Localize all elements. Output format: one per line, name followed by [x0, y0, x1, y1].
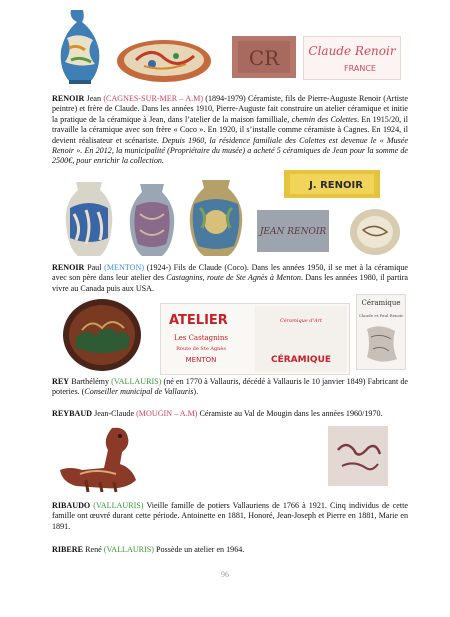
- france-sig-text: FRANCE: [344, 64, 376, 73]
- entry-location: (CAGNES-SUR-MER – A.M): [103, 94, 204, 103]
- entry-name: RENOIR: [52, 94, 85, 103]
- entry-first-name: René: [85, 545, 102, 554]
- entry-first-name: Jean: [86, 94, 102, 103]
- entry-italic-2: Depuis 1960, la résidence familiale des Colettes est devenue le « Musée Renoir ». En 2012, la municipalité (Propriétaire du musée) a acheté 5 céramiques de Jean pour la somme de 2500€, pour enrichir la collection.: [52, 135, 408, 166]
- entry-text: Possède un atelier en 1964.: [156, 545, 245, 554]
- entry-location: (VALLAURIS): [103, 545, 154, 554]
- vase-photo: [55, 8, 105, 86]
- ceramique-sub: Claude et Paul Renoir: [358, 313, 404, 318]
- cr-mark-text: CR: [248, 46, 280, 70]
- entry-renoir-paul: [52, 263, 408, 294]
- ceramique-label: Céramique: [361, 299, 401, 307]
- animal-figurine-photo: [56, 424, 144, 496]
- entry-name: RIBERE: [52, 545, 84, 554]
- jean-renoir-mark-text: JEAN RENOIR: [259, 227, 327, 237]
- claude-renoir-sig-text: Claude Renoir: [308, 44, 396, 58]
- entry-text: Céramiste au Val de Mougin dans les années 1960/1970.: [199, 409, 383, 418]
- entry-name: RENOIR: [52, 263, 85, 272]
- entry-location: (MENTON): [104, 263, 145, 272]
- entry-text: (1894-1979) Céramiste, fils de Pierre-Auguste Renoir (Artiste peintre) et frère de Claude. Dans les années 1910, Pierre-Auguste fait construire un atelier céramique et initie la pratique de la céramique à Jean, dans l’atelier de la maison familliale,: [52, 94, 408, 124]
- entry-italic: Conseiller municipal de Vallauris: [84, 387, 194, 397]
- jar-photo-2: [126, 180, 178, 258]
- entry-location: (VALLAURIS): [93, 501, 144, 510]
- atelier-right-top: Céramique d'Art: [279, 318, 323, 324]
- entry-name: RIBAUDO: [52, 501, 91, 510]
- entry-text-2: . Dans les années 1980, il partira vivre au Canada puis aux USA.: [52, 273, 408, 293]
- plate-photo: [116, 36, 212, 86]
- entry-text-2: ).: [193, 387, 199, 397]
- entry-renoir-jean: [52, 94, 408, 167]
- entry-first-name: Paul: [87, 263, 102, 272]
- entry-first-name: Barthélémy: [71, 377, 110, 386]
- entry-ribaudo: [52, 501, 408, 532]
- entry-location: (MOUGIN – A.M): [136, 409, 198, 418]
- entry-text: (né en 1770 à Vallauris, décédé à Vallauris le 10 janvier 1849) Fabricant de poteries. (: [52, 377, 408, 397]
- plate-mark-photo: [349, 208, 401, 256]
- entry-location: (VALLAURIS): [111, 377, 162, 386]
- j-renoir-text: J. RENOIR: [309, 180, 363, 191]
- atelier-addr: Route de Ste Agnès: [176, 346, 226, 352]
- signature-mark-photo: [328, 426, 388, 486]
- jean-renoir-mark-photo: [257, 210, 329, 252]
- decorated-plate-photo: [62, 298, 142, 372]
- entry-rey: [52, 377, 408, 398]
- entry-text: Vieille famille de potiers Vallauriens de 1766 à 1921. Cinq individus de cette famille ont œuvré durant cette période. Antoinette en 1881, Honoré, Jean-Joseph et Pierre en 1881, Marie en 1891.: [52, 501, 408, 531]
- entry-italic: Castagnins, route de Ste Agnès à Menton: [166, 273, 301, 283]
- entry-name: REY: [52, 377, 70, 386]
- atelier-right-big: CÉRAMIQUE: [270, 355, 332, 365]
- entry-text: (1924-) Fils de Claude (Coco). Dans les années 1950, il se met à la céramique avec son père dans leur atelier des: [52, 263, 409, 283]
- entry-name: REYBAUD: [52, 409, 93, 418]
- ceramique-label-card: [356, 294, 406, 370]
- atelier-card: [160, 303, 350, 375]
- jar-photo-3: [186, 176, 246, 258]
- page-number: 96: [221, 570, 229, 579]
- jar-photo-1: [62, 178, 116, 258]
- atelier-name: Les Castagnins: [173, 334, 229, 342]
- cr-mark-photo: [232, 36, 296, 78]
- atelier-title: ATELIER: [169, 313, 228, 328]
- entry-italic: chemin des Colettes: [291, 114, 357, 124]
- entry-text-2: . En 1915/20, il travaille la céramique avec son frère « Coco ». En 1920, il s’installe comme céramiste à Cagnes. En 1924, il devient réalisateur et scénariste.: [52, 114, 409, 145]
- claude-renoir-signature: [303, 36, 401, 80]
- entry-first-name: Jean-Claude: [94, 409, 135, 418]
- entry-ribere: [52, 545, 408, 555]
- atelier-city: MENTON: [185, 356, 217, 364]
- entry-reybaud: [52, 409, 408, 419]
- j-renoir-signature: [284, 170, 380, 198]
